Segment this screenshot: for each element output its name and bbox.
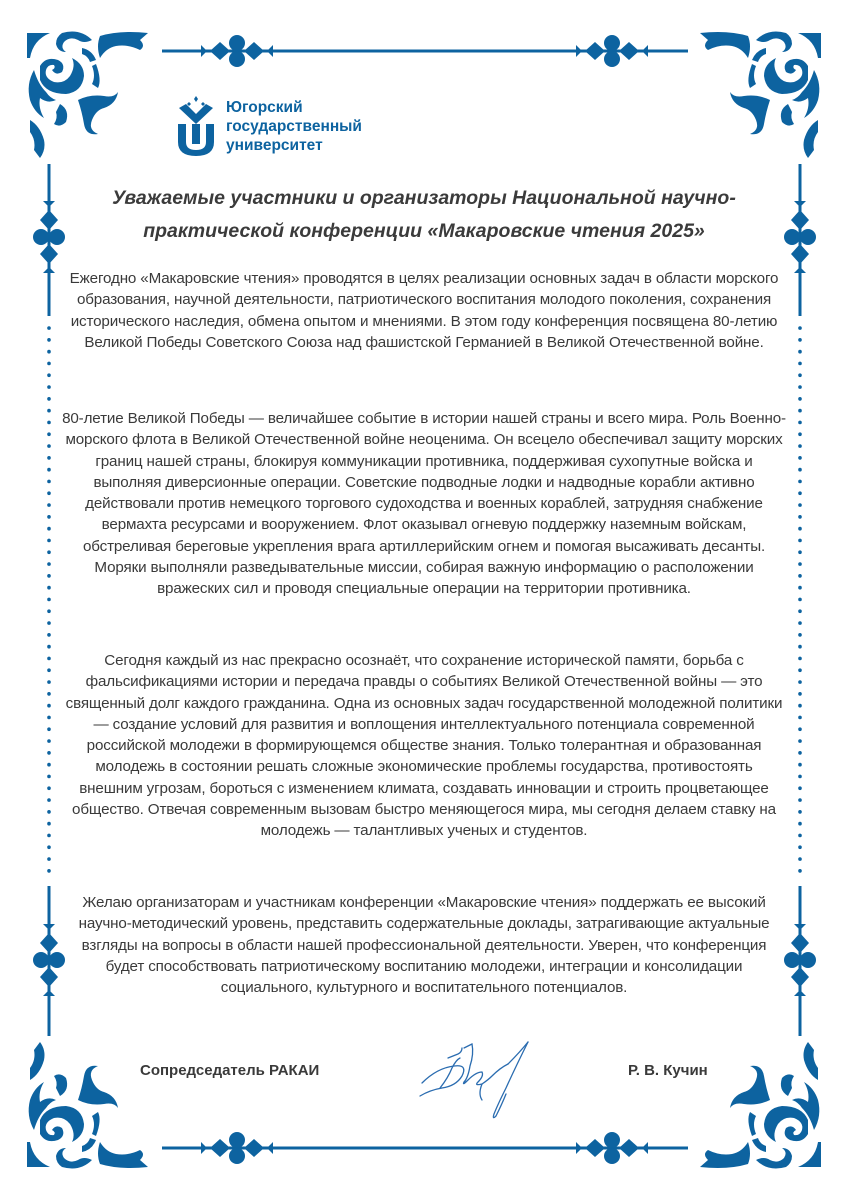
corner-ornament-bottom-right [700,1042,821,1168]
logo-text-line: государственный [226,117,362,135]
title-line-2: практической конференции «Макаровские чтения 2025» [143,220,705,242]
top-border [162,35,688,67]
corner-ornament-top-right [700,32,821,158]
paragraph-4: Желаю организаторам и участникам конференции «Макаровские чтения» поддержать ее высокий научно-методический уровень, представить содержательные доклады, затрагивающие актуальные взгляды на вопросы в области нашей профессиональной деятельности. Уверен, что конференция будет способствовать патриотическому воспитанию молодежи, интеграции и консолидации социального, культурного и воспитательного потенциалов. [78,894,770,997]
university-emblem-icon [176,94,216,158]
left-border [33,164,65,1036]
logo-text-line: университет [226,136,323,154]
corner-ornament-top-left [27,32,148,158]
right-border [784,164,816,1036]
bottom-border [162,1132,688,1164]
title-line-1: Уважаемые участники и организаторы Национальной научно- [112,187,736,209]
corner-ornament-bottom-left [27,1042,148,1168]
paragraph-3: Сегодня каждый из нас прекрасно осознаёт, что сохранение исторической памяти, борьба с фальсификациями истории и передача правды о событиях Великой Отечественной войны — это священный долг каждого гражданина. Одна из основных задач государственной молодежной политики — создание условий для развития и воплощения интеллектуального потенциала современной российской молодежи в формирующемся обществе знания. Только толерантная и образованная молодежь в состоянии решать сложные экономические проблемы государства, противостоять внешним угрозам, бороться с изменением климата, создавать инновации и строить процветающее общество. Отвечая современным вызовам быстро меняющегося мира, мы сегодня делаем ставку на молодежь — талантливых ученых и студентов. [65,652,783,840]
handwritten-signature [412,1038,552,1123]
signatory-name: Р. В. Кучин [628,1062,708,1079]
signatory-position: Сопредседатель РАКАИ [140,1062,320,1079]
logo-text-line: Югорский [226,98,303,116]
university-logo [176,94,362,158]
paragraph-1: Ежегодно «Макаровские чтения» проводятся в целях реализации основных задач в области морского образования, научной деятельности, патриотического воспитания молодого поколения, сохранения исторического наследия, обмена опытом и мнениями. В этом году конференция посвящена 80-летию Великой Победы Советского Союза над фашистской Германией в Великой Отечественной войне. [69,270,779,351]
letter-title [80,182,768,248]
paragraph-2: 80-летие Великой Победы — величайшее событие в истории нашей страны и всего мира. Роль Военно-морского флота в Великой Отечественной войне неоценима. Он всецело обеспечивал защиту морских границ нашей страны, блокируя коммуникации противника, поддерживая сухопутные войска и выполняя диверсионные операции. Советские подводные лодки и надводные корабли активно действовали против немецкого торгового судоходства и военных кораблей, затрудняя снабжение вермахта ресурсами и вооружением. Флот оказывал огневую поддержку наземным войскам, обстреливая береговые укрепления врага артиллерийским огнем и помогая высаживать десанты. Моряки выполняли разведывательные миссии, собирая важную информацию о расположении вражеских сил и проводя специальные операции на территории противника. [62,410,786,598]
